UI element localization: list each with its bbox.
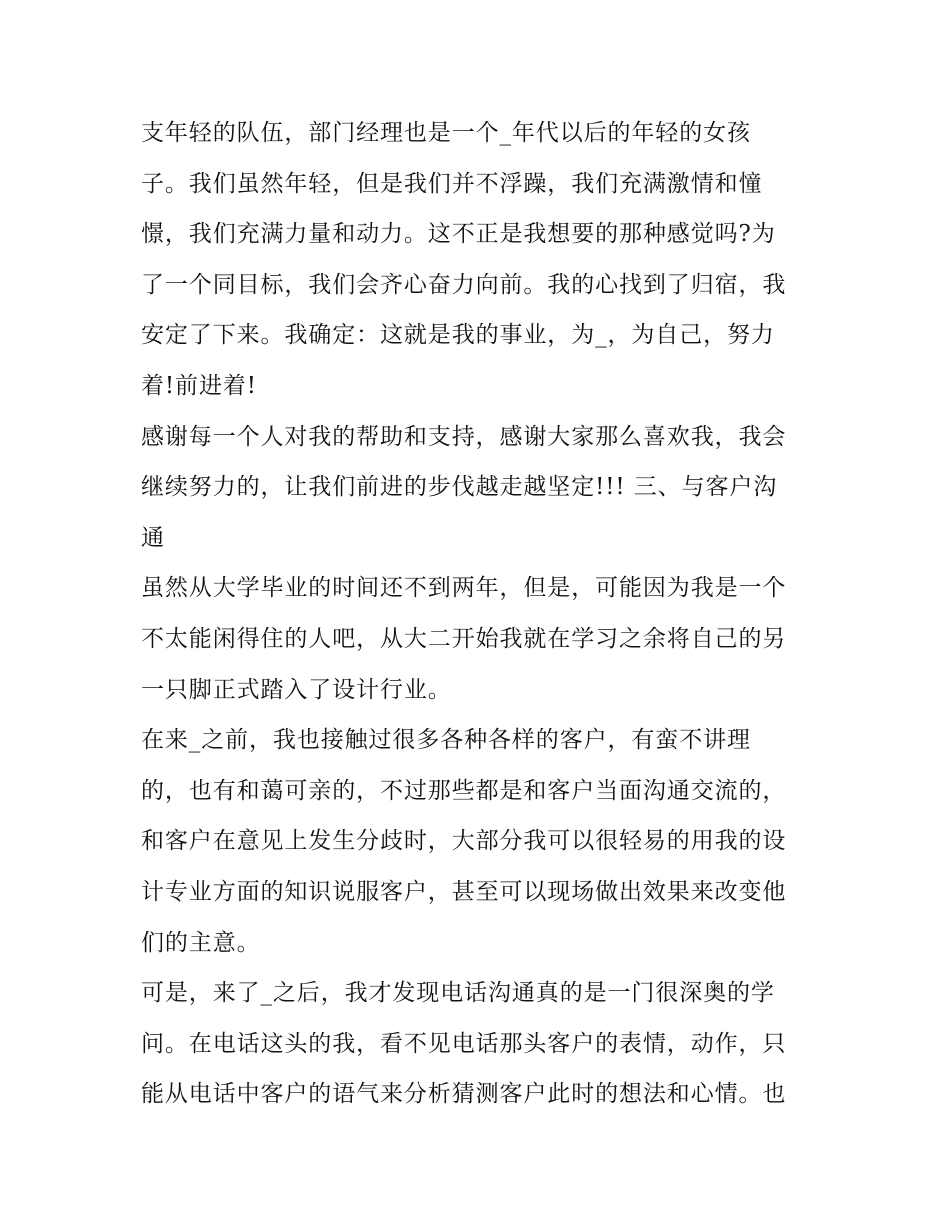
- text-line: 着!前进着!: [141, 372, 257, 399]
- text-line: 支年轻的队伍，部门经理也是一个_年代以后的年轻的女孩: [141, 120, 751, 146]
- text-line: 一只脚正式踏入了设计行业。: [141, 676, 452, 703]
- text-line: 子。我们虽然年轻，但是我们并不浮躁，我们充满激情和憧: [141, 170, 763, 197]
- text-line: 和客户在意见上发生分歧时，大部分我可以很轻易的用我的设: [141, 828, 787, 855]
- body-text: [141, 108, 821, 1120]
- text-line: 能从电话中客户的语气来分析猜测客户此时的想法和心情。也: [141, 1081, 787, 1108]
- text-line: 了一个同目标，我们会齐心奋力向前。我的心找到了归宿，我: [141, 271, 787, 298]
- text-line: 的，也有和蔼可亲的，不过那些都是和客户当面沟通交流的，: [141, 777, 787, 804]
- text-line: 可是，来了_之后，我才发现电话沟通真的是一门很深奥的学: [141, 980, 775, 1007]
- text-line: 问。在电话这头的我，看不见电话那头客户的表情，动作，只: [141, 1030, 787, 1057]
- text-line: 不太能闲得住的人吧，从大二开始我就在学习之余将自己的另: [141, 625, 787, 652]
- text-line: 安定了下来。我确定：这就是我的事业，为_，为自己，努力: [141, 322, 775, 349]
- text-line: 们的主意。: [141, 929, 261, 956]
- text-line: 计专业方面的知识说服客户，甚至可以现场做出效果来改变他: [141, 878, 787, 905]
- text-line: 虽然从大学毕业的时间还不到两年，但是，可能因为我是一个: [141, 575, 787, 602]
- text-line: 在来_之前，我也接触过很多各种各样的客户，有蛮不讲理: [141, 727, 751, 754]
- text-line: 感谢每一个人对我的帮助和支持，感谢大家那么喜欢我，我会: [141, 423, 787, 450]
- text-line: 继续努力的，让我们前进的步伐越走越坚定!!! 三、与客户沟: [141, 474, 778, 501]
- text-line: 憬，我们充满力量和动力。这不正是我想要的那种感觉吗?为: [141, 221, 776, 248]
- text-line: 通: [141, 524, 165, 551]
